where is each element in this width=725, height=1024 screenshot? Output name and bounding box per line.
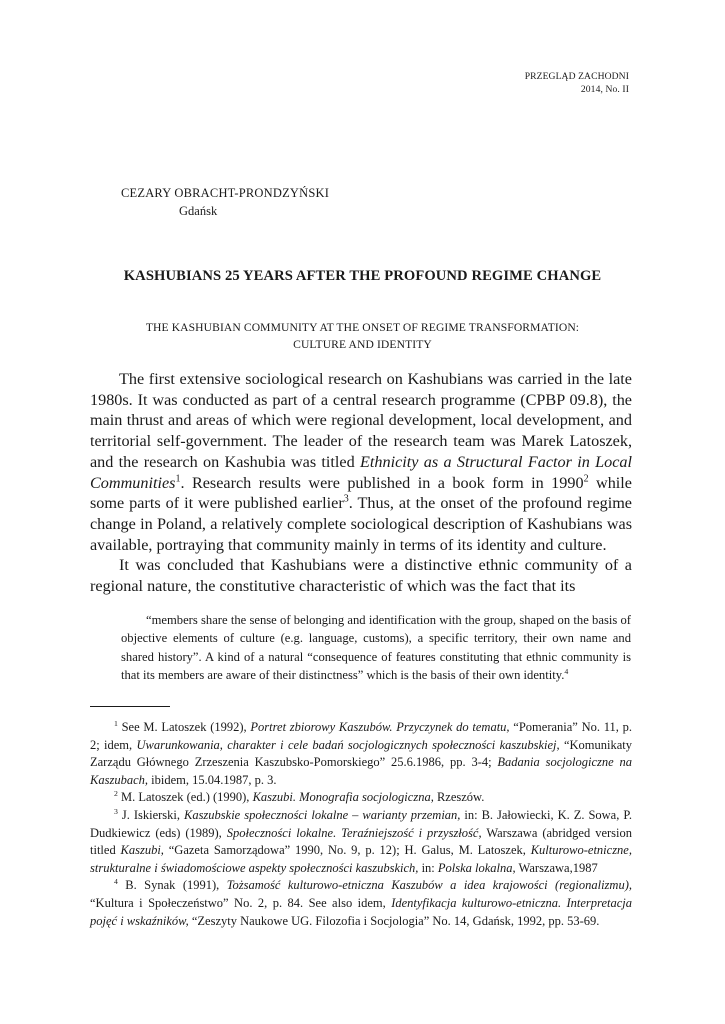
footnote-3-italic: Kulturowo-etniczne, strukturalne i świadomościowe aspekty społeczności kaszubskich, — [90, 843, 632, 875]
footnote-3-italic: Kaszubi, — [120, 843, 164, 858]
footnote-ref-1[interactable]: 1 — [175, 473, 181, 485]
footnote-3-text: in: — [418, 860, 438, 875]
footnote-4 — [90, 877, 632, 930]
footnote-3-text: in: B. Jałowiecki, K. Z. Sowa, P. Dudkiewicz (eds) (1989), — [90, 807, 633, 840]
footnote-4-italic: Tożsamość kulturowo-etniczna Kaszubów a idea krajowości (regionalizmu), — [226, 878, 632, 893]
footnote-ref-4[interactable]: 4 — [564, 666, 569, 676]
footnote-4-text: “Kultura i Społeczeństwo” No. 2, p. 84. See also idem, — [90, 895, 392, 910]
footnote-3 — [90, 807, 632, 877]
section-title — [90, 319, 635, 353]
footnote-1-text: See M. Latoszek (1992), — [121, 720, 251, 734]
footnote-1-italic: Uwarunkowania, charakter i cele badań socjologicznych społeczności kaszubskiej, — [136, 737, 560, 752]
footnote-4-text: “Zeszyty Naukowe UG. Filozofia i Socjologia” No. 14, Gdańsk, 1992, pp. 53-69. — [188, 913, 600, 928]
journal-name: PRZEGLĄD ZACHODNI — [524, 71, 629, 82]
footnote-1-italic: Badania socjologiczne na Kaszubach, — [90, 755, 632, 787]
footnote-3-text: Warszawa (abridged version titled — [90, 825, 632, 858]
block-quote — [121, 611, 631, 684]
footnote-2-text: M. Latoszek (ed.) (1990), — [121, 790, 253, 805]
footnote-1-text: “Komunikaty Zarządu Głównego Zrzeszenia Kaszubsko-Pomorskiego” 25.6.1986, pp. 3-4; — [90, 737, 632, 770]
footnote-4-italic: Identyfikacja kulturowo-etniczna. Interpretacja pojęć i wskaźników, — [90, 895, 632, 928]
body-p1-text-d: . Thus, at the onset of the profound regime change in Poland, a relatively complete sociological description of Kashubians was available, portraying that community mainly in terms of its identity and culture. — [90, 494, 632, 554]
body-p1-italic-title: Ethnicity as a Structural Factor in Local Communities — [90, 452, 632, 492]
footnote-1-text: “Pomerania” No. 11, p. 2; idem, — [90, 720, 632, 752]
body-text — [90, 369, 632, 597]
footnote-2 — [90, 789, 632, 807]
footnote-4-number: 4 — [114, 877, 118, 887]
footnote-4-text: B. Synak (1991), — [125, 878, 227, 893]
quote-paragraph — [121, 611, 631, 684]
footnote-ref-2[interactable]: 2 — [583, 473, 589, 485]
section-title-line-2: CULTURE AND IDENTITY — [293, 338, 432, 351]
footnote-3-text: J. Iskierski, — [121, 807, 184, 822]
footnote-3-italic: Polska lokalna, — [437, 860, 516, 875]
body-p1-text-b: . Research results were published in a book form in 1990 — [180, 473, 584, 492]
footnote-2-text: Rzeszów. — [433, 790, 485, 805]
footnote-ref-3[interactable]: 3 — [343, 493, 349, 505]
body-p1-text-c: while some parts of it were published earlier — [90, 473, 632, 513]
footnote-1-italic: Portret zbiorowy Kaszubów. Przyczynek do tematu, — [250, 720, 510, 734]
footnote-3-number: 3 — [114, 806, 118, 816]
footnote-3-text: “Gazeta Samorządowa” 1990, No. 9, p. 12); H. Galus, M. Latoszek, — [163, 843, 531, 858]
journal-header — [429, 70, 629, 96]
article-title: KASHUBIANS 25 YEARS AFTER THE PROFOUND REGIME CHANGE — [123, 268, 602, 284]
body-paragraph-2: It was concluded that Kashubians were a distinctive ethnic community of a regional nature, the constitutive characteristic of which was the fact that its — [90, 556, 632, 596]
body-paragraph-1 — [90, 369, 632, 555]
journal-issue: 2014, No. II — [580, 84, 629, 95]
footnote-1-number: 1 — [114, 718, 118, 728]
author-affiliation: Gdańsk — [179, 204, 218, 218]
footnotes — [90, 719, 632, 930]
footnote-2-italic: Kaszubi. Monografia socjologiczna, — [252, 790, 434, 805]
footnote-3-text: Warszawa,1987 — [515, 860, 598, 875]
author-block — [121, 184, 329, 220]
author-name: CEZARY OBRACHT-PRONDZYŃSKI — [121, 186, 330, 200]
section-title-line-1: THE KASHUBIAN COMMUNITY AT THE ONSET OF REGIME TRANSFORMATION: — [145, 321, 580, 334]
quote-text: “members share the sense of belonging and identification with the group, shaped on the basis of objective elements of culture (e.g. language, customs), a specific territory, their own name and shared history”. A kind of a natural “consequence of features constituting that ethnic community is that its members are aware of their distinctness” which is the basis of their own identity. — [121, 613, 631, 682]
footnote-divider — [90, 706, 170, 707]
footnote-3-italic: Społeczności lokalne. Teraźniejszość i przyszłość, — [226, 825, 482, 840]
body-p1-text-a: The first extensive sociological research on Kashubians was carried in the late 1980s. It was conducted as part of a central research programme (CPBP 09.8), the main thrust and areas of which were regional development, local development, and territorial self-government. The leader of the research team was Marek Latoszek, and the research on Kashubia was titled — [90, 370, 632, 471]
footnote-1-text: ibidem, 15.04.1987, p. 3. — [148, 772, 277, 787]
footnote-2-number: 2 — [114, 789, 118, 799]
footnote-3-italic: Kaszubskie społeczności lokalne – warianty przemian, — [183, 807, 461, 822]
footnote-1 — [90, 719, 632, 789]
